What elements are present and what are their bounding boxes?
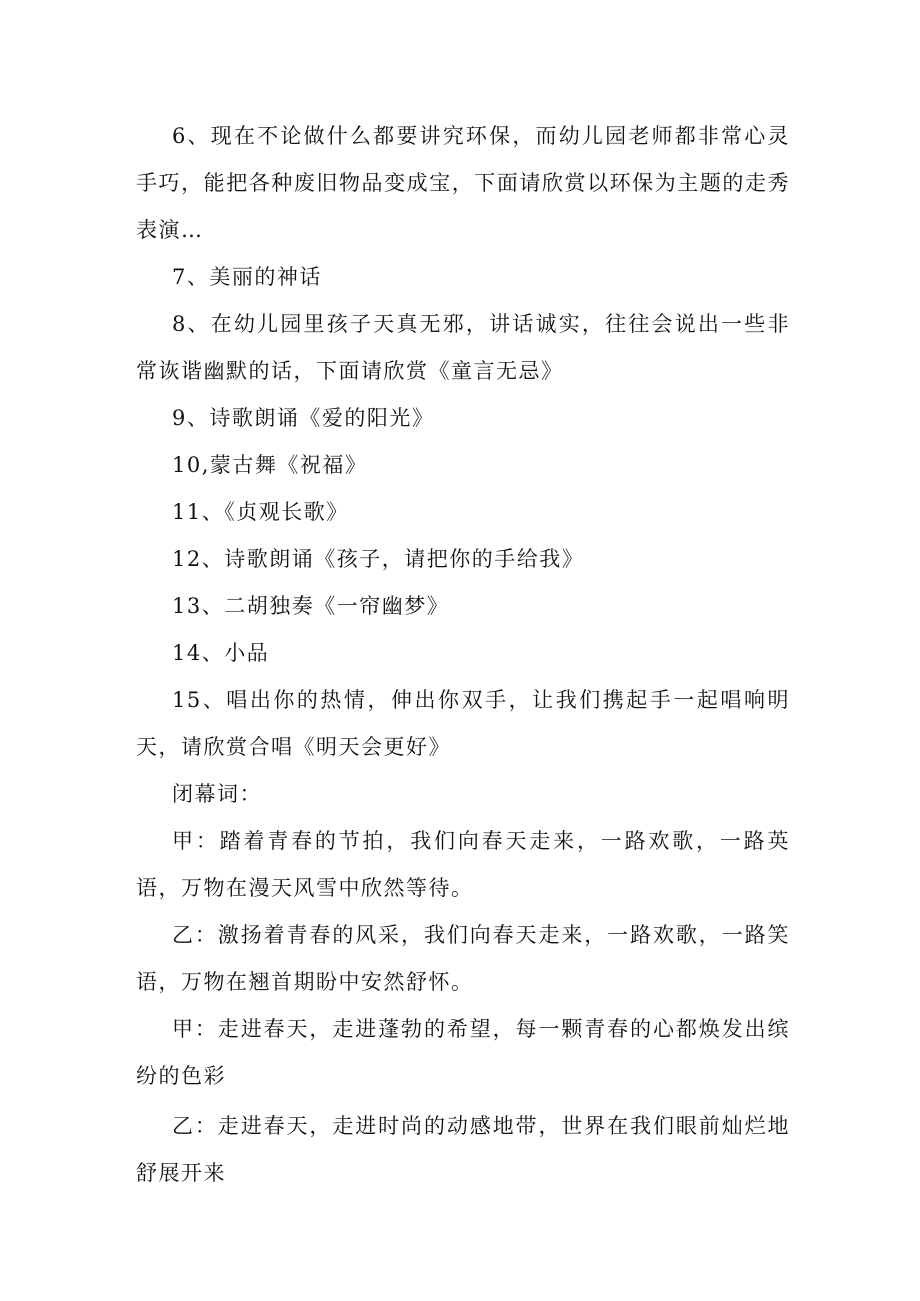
closing-speaker-b-2: 乙：走进春天，走进时尚的动感地带，世界在我们眼前灿烂地舒展开来 (136, 1114, 790, 1185)
paragraph-item-7: 7、美丽的神话 (172, 265, 322, 289)
paragraph-item-6: 6、现在不论做什么都要讲究环保，而幼儿园老师都非常心灵手巧，能把各种废旧物品变成宝，下面请欣赏以环保为主题的走秀表演… (136, 124, 790, 242)
paragraph-item-12: 12、诗歌朗诵《孩子，请把你的手给我》 (172, 547, 585, 571)
paragraph-item-8: 8、在幼儿园里孩子天真无邪，讲话诚实，往往会说出一些非常诙谐幽默的话，下面请欣赏《童言无忌》 (136, 312, 790, 383)
paragraph-item-11: 11、《贞观长歌》 (172, 500, 349, 524)
paragraph-item-15: 15、唱出你的热情，伸出你双手，让我们携起手一起唱响明天，请欣赏合唱《明天会更好》 (136, 688, 790, 759)
paragraph-item-14: 14、小品 (172, 641, 270, 665)
closing-speaker-b-1: 乙：激扬着青春的风采，我们向春天走来，一路欢歌，一路笑语，万物在翘首期盼中安然舒怀。 (136, 923, 790, 994)
closing-remarks-heading: 闭幕词： (172, 782, 262, 806)
paragraph-item-13: 13、二胡独奏《一帘幽梦》 (172, 594, 450, 618)
paragraph-item-10: 10,蒙古舞《祝福》 (172, 453, 368, 477)
closing-speaker-a-2: 甲：走进春天，走进蓬勃的希望，每一颗青春的心都焕发出缤纷的色彩 (136, 1017, 790, 1088)
closing-speaker-a-1: 甲：踏着青春的节拍，我们向春天走来，一路欢歌，一路英语，万物在漫天风雪中欣然等待。 (136, 829, 790, 900)
paragraph-item-9: 9、诗歌朗诵《爱的阳光》 (172, 406, 435, 430)
